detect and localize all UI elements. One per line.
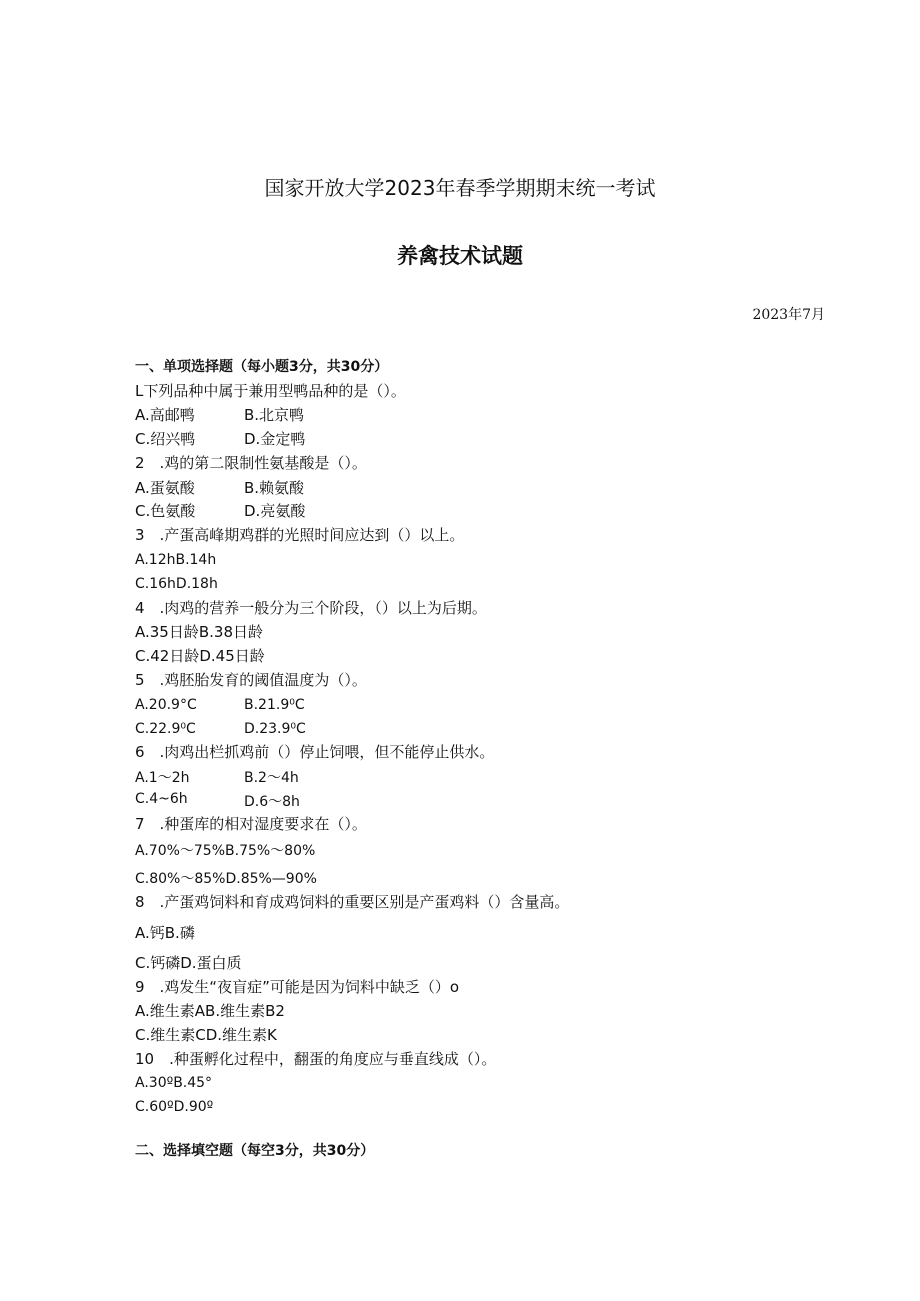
- question-5-option-a: A.20.9°C: [135, 697, 197, 713]
- question-6-stem: 6 .肉鸡出栏抓鸡前（）停止饲喂，但不能停止供水。: [135, 743, 495, 761]
- question-4-options-line-1: A.35日龄B.38日龄: [135, 623, 263, 641]
- question-2-option-d: D.亮氨酸: [244, 502, 306, 520]
- question-5-stem: 5 .鸡胚胎发育的阈值温度为（）。: [135, 671, 367, 689]
- question-8-options-line-2: C.钙磷D.蛋白质: [135, 954, 242, 972]
- question-3-stem: 3 .产蛋高峰期鸡群的光照时间应达到（）以上。: [135, 526, 465, 544]
- question-4-stem: 4 .肉鸡的营养一般分为三个阶段，（）以上为后期。: [135, 599, 487, 617]
- question-2-option-a: A.蛋氨酸: [135, 479, 195, 497]
- exam-date: 2023年7月: [752, 307, 825, 323]
- question-7-stem: 7 .种蛋库的相对湿度要求在（）。: [135, 815, 367, 833]
- question-3-options-line-2: C.16hD.18h: [135, 576, 218, 592]
- question-9-options-line-2: C.维生素CD.维生素K: [135, 1026, 277, 1044]
- section-2-heading: 二、选择填空题（每空3分，共30分）: [135, 1143, 375, 1159]
- question-8-stem: 8 .产蛋鸡饲料和育成鸡饲料的重要区别是产蛋鸡料（）含量高。: [135, 893, 570, 911]
- question-8-options-line-1: A.钙B.磷: [135, 924, 195, 942]
- question-2-option-b: B.赖氨酸: [244, 479, 305, 497]
- question-1-option-d: D.金定鸭: [244, 430, 306, 448]
- question-6-option-c: C.4~6h: [135, 791, 188, 807]
- question-6-option-a: A.1〜2h: [135, 770, 190, 786]
- question-10-options-line-1: A.30ºB.45°: [135, 1075, 213, 1091]
- question-1-option-a: A.高邮鸭: [135, 406, 195, 424]
- question-1-option-b: B.北京鸭: [244, 406, 305, 424]
- question-10-stem: 10 .种蛋孵化过程中，翻蛋的角度应与垂直线成（）。: [135, 1050, 497, 1068]
- section-1-heading: 一、单项选择题（每小题3分，共30分）: [135, 359, 389, 375]
- question-6-option-b: B.2〜4h: [244, 770, 299, 786]
- question-5-option-b: B.21.9⁰C: [244, 697, 305, 713]
- exam-title: 养禽技术试题: [397, 244, 523, 268]
- question-1-option-c: C.绍兴鸭: [135, 430, 196, 448]
- question-2-stem: 2 .鸡的第二限制性氨基酸是（）。: [135, 454, 367, 472]
- question-1-stem: L下列品种中属于兼用型鸭品种的是（）。: [135, 382, 406, 400]
- exam-header-university: 国家开放大学2023年春季学期期末统一考试: [264, 176, 656, 200]
- question-9-stem: 9 .鸡发生“夜盲症”可能是因为饲料中缺乏（）o: [135, 978, 460, 996]
- question-5-option-d: D.23.9⁰C: [244, 721, 306, 737]
- question-4-options-line-2: C.42日龄D.45日龄: [135, 647, 265, 665]
- question-5-option-c: C.22.9⁰C: [135, 721, 196, 737]
- question-10-options-line-2: C.60ºD.90º: [135, 1099, 214, 1115]
- question-7-options-line-1: A.70%〜75%B.75%〜80%: [135, 843, 316, 859]
- question-2-option-c: C.色氨酸: [135, 502, 196, 520]
- question-9-options-line-1: A.维生素AB.维生素B2: [135, 1002, 285, 1020]
- question-7-options-line-2: C.80%〜85%D.85%—90%: [135, 871, 317, 887]
- question-6-option-d: D.6〜8h: [244, 794, 300, 810]
- question-3-options-line-1: A.12hB.14h: [135, 552, 217, 568]
